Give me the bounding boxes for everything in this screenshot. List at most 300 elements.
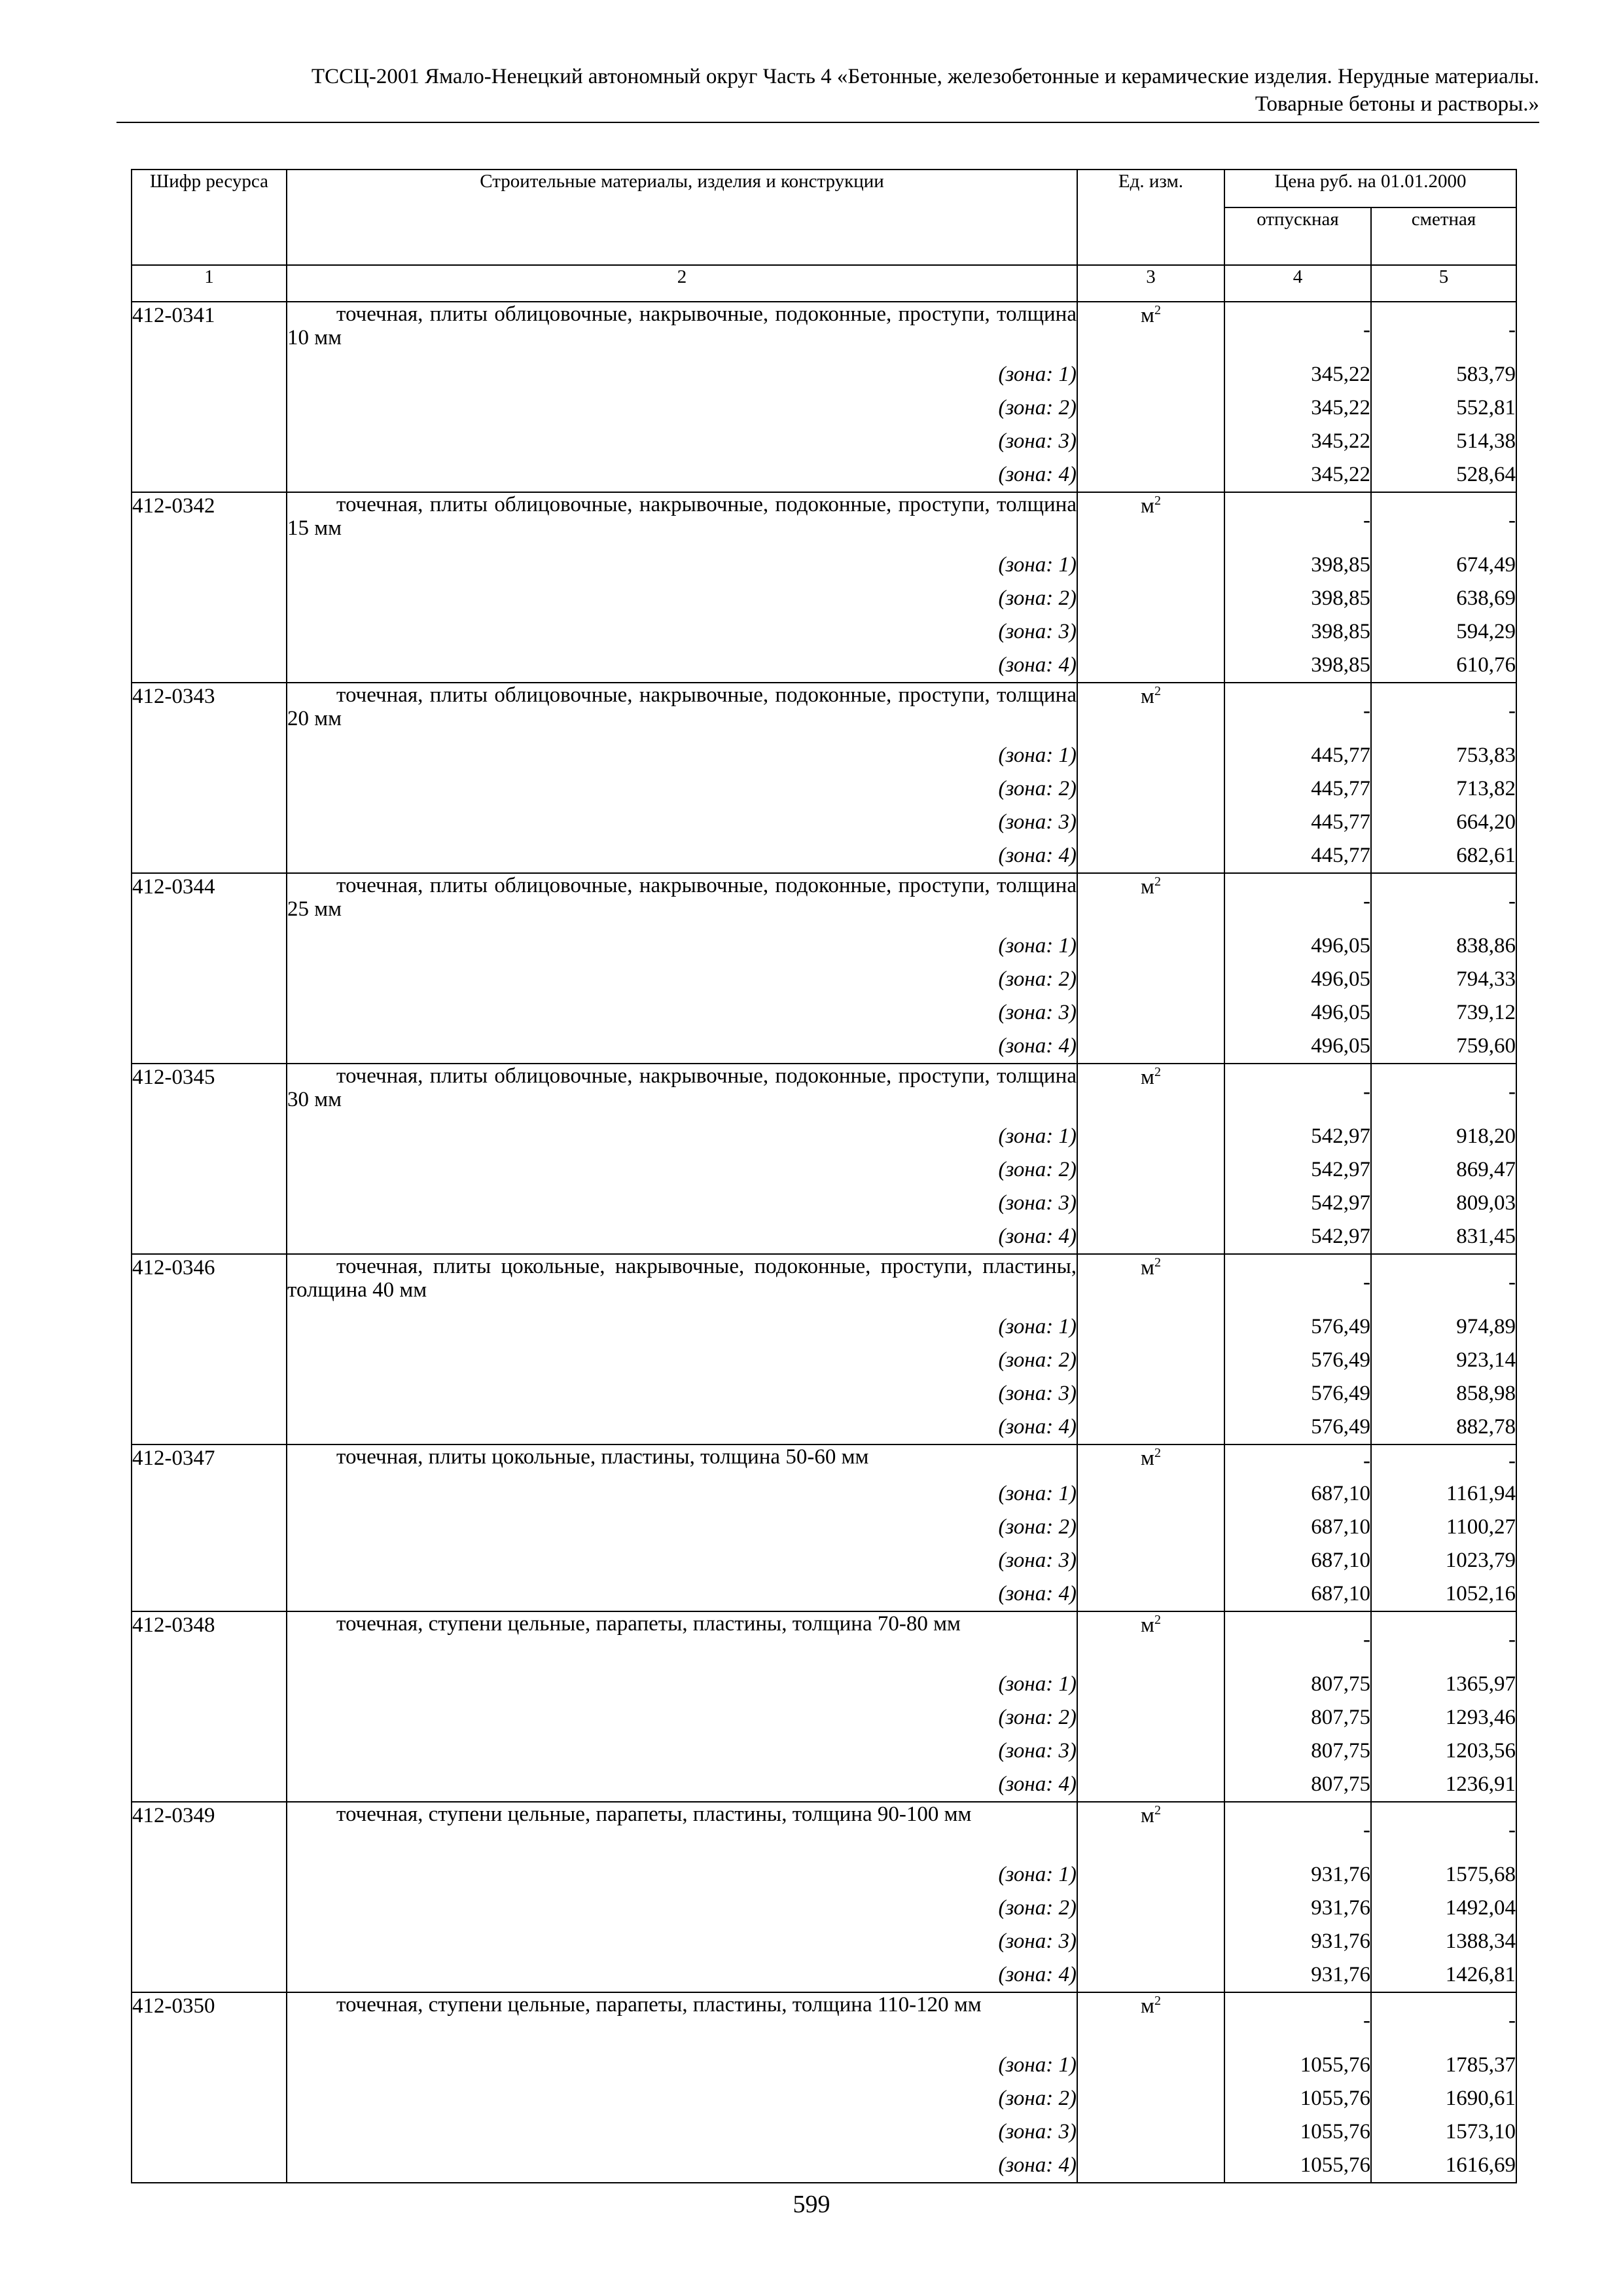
unit-text: м <box>1141 494 1154 518</box>
unit-cell <box>1077 492 1224 549</box>
unit-empty <box>1077 963 1224 997</box>
unit-empty <box>1077 425 1224 459</box>
zone-release-price: 345,22 <box>1224 425 1371 459</box>
col-number-1: 1 <box>132 265 287 302</box>
zone-estimate-price: 1785,37 <box>1371 2049 1516 2083</box>
code-empty <box>132 773 287 806</box>
zone-estimate-price: 753,83 <box>1371 740 1516 773</box>
header-rule <box>116 122 1539 123</box>
unit-text: м <box>1141 1256 1154 1280</box>
zone-label: (зона: 1) <box>287 359 1077 392</box>
zone-row <box>132 997 1516 1030</box>
zone-row <box>132 2083 1516 2116</box>
zone-row <box>132 359 1516 392</box>
zone-estimate-price: 869,47 <box>1371 1154 1516 1187</box>
zone-label: (зона: 4) <box>287 459 1077 492</box>
base-estimate-price: - <box>1371 1611 1516 1668</box>
unit-empty <box>1077 1668 1224 1702</box>
unit-empty <box>1077 1926 1224 1959</box>
zone-row <box>132 1030 1516 1064</box>
zone-estimate-price: 858,98 <box>1371 1378 1516 1411</box>
zone-label: (зона: 3) <box>287 425 1077 459</box>
zone-label: (зона: 3) <box>287 2116 1077 2149</box>
code-empty <box>132 2116 287 2149</box>
zone-estimate-price: 514,38 <box>1371 425 1516 459</box>
unit-superscript: 2 <box>1154 1065 1161 1079</box>
unit-empty <box>1077 392 1224 425</box>
zone-row <box>132 459 1516 492</box>
zone-estimate-price: 838,86 <box>1371 930 1516 963</box>
resource-code: 412-0341 <box>132 302 287 359</box>
base-estimate-price: - <box>1371 873 1516 930</box>
zone-row <box>132 840 1516 873</box>
unit-empty <box>1077 1959 1224 1992</box>
zone-row <box>132 963 1516 997</box>
zone-estimate-price: 1616,69 <box>1371 2149 1516 2183</box>
resource-code: 412-0343 <box>132 683 287 740</box>
zone-label: (зона: 4) <box>287 2149 1077 2183</box>
base-estimate-price: - <box>1371 1064 1516 1121</box>
resource-code: 412-0344 <box>132 873 287 930</box>
code-empty <box>132 1030 287 1064</box>
zone-estimate-price: 552,81 <box>1371 392 1516 425</box>
code-empty <box>132 549 287 583</box>
unit-superscript: 2 <box>1154 303 1161 317</box>
zone-release-price: 931,76 <box>1224 1926 1371 1959</box>
zone-label: (зона: 2) <box>287 1892 1077 1926</box>
code-empty <box>132 997 287 1030</box>
code-empty <box>132 1311 287 1344</box>
zone-release-price: 931,76 <box>1224 1959 1371 1992</box>
zone-row <box>132 1478 1516 1511</box>
zone-estimate-price: 638,69 <box>1371 583 1516 616</box>
table-row <box>132 1444 1516 1478</box>
base-release-price: - <box>1224 1611 1371 1668</box>
material-name: точечная, ступени цельные, парапеты, пластины, толщина 90-100 мм <box>287 1802 1077 1859</box>
unit-superscript: 2 <box>1154 1446 1161 1460</box>
zone-label: (зона: 3) <box>287 997 1077 1030</box>
zone-estimate-price: 594,29 <box>1371 616 1516 649</box>
base-estimate-price: - <box>1371 1992 1516 2049</box>
zone-estimate-price: 664,20 <box>1371 806 1516 840</box>
unit-empty <box>1077 1154 1224 1187</box>
resource-code: 412-0347 <box>132 1444 287 1478</box>
zone-row <box>132 1892 1516 1926</box>
zone-label: (зона: 4) <box>287 1768 1077 1802</box>
unit-empty <box>1077 930 1224 963</box>
zone-estimate-price: 1203,56 <box>1371 1735 1516 1768</box>
zone-release-price: 445,77 <box>1224 806 1371 840</box>
unit-text: м <box>1141 1446 1154 1470</box>
zone-row <box>132 1735 1516 1768</box>
col-number-2: 2 <box>287 265 1077 302</box>
zone-row <box>132 1311 1516 1344</box>
material-name: точечная, плиты облицовочные, накрывочные, подоконные, проступи, толщина 20 мм <box>287 683 1077 740</box>
header-unit: Ед. изм. <box>1077 170 1224 265</box>
resource-code: 412-0342 <box>132 492 287 549</box>
code-empty <box>132 740 287 773</box>
base-release-price: - <box>1224 302 1371 359</box>
zone-label: (зона: 2) <box>287 773 1077 806</box>
zone-label: (зона: 1) <box>287 1121 1077 1154</box>
zone-release-price: 576,49 <box>1224 1344 1371 1378</box>
unit-empty <box>1077 649 1224 683</box>
zone-estimate-price: 739,12 <box>1371 997 1516 1030</box>
zone-label: (зона: 4) <box>287 1578 1077 1611</box>
code-empty <box>132 1511 287 1545</box>
zone-row <box>132 806 1516 840</box>
unit-cell <box>1077 1064 1224 1121</box>
unit-cell <box>1077 1992 1224 2049</box>
code-empty <box>132 1154 287 1187</box>
unit-cell <box>1077 302 1224 359</box>
unit-text: м <box>1141 304 1154 327</box>
zone-row <box>132 583 1516 616</box>
zone-estimate-price: 759,60 <box>1371 1030 1516 1064</box>
zone-release-price: 345,22 <box>1224 459 1371 492</box>
unit-empty <box>1077 583 1224 616</box>
unit-cell <box>1077 1611 1224 1668</box>
code-empty <box>132 806 287 840</box>
zone-release-price: 931,76 <box>1224 1892 1371 1926</box>
zone-row <box>132 1511 1516 1545</box>
zone-label: (зона: 3) <box>287 1735 1077 1768</box>
zone-release-price: 496,05 <box>1224 1030 1371 1064</box>
unit-empty <box>1077 616 1224 649</box>
table-row <box>132 1064 1516 1121</box>
zone-label: (зона: 2) <box>287 1344 1077 1378</box>
code-empty <box>132 1545 287 1578</box>
unit-text: м <box>1141 1804 1154 1827</box>
zone-row <box>132 2116 1516 2149</box>
unit-empty <box>1077 1768 1224 1802</box>
unit-empty <box>1077 1892 1224 1926</box>
unit-text: м <box>1141 1613 1154 1637</box>
zone-release-price: 931,76 <box>1224 1859 1371 1892</box>
unit-empty <box>1077 549 1224 583</box>
zone-label: (зона: 4) <box>287 649 1077 683</box>
unit-empty <box>1077 1121 1224 1154</box>
code-empty <box>132 1478 287 1511</box>
zone-release-price: 496,05 <box>1224 930 1371 963</box>
zone-row <box>132 773 1516 806</box>
zone-release-price: 542,97 <box>1224 1187 1371 1221</box>
code-empty <box>132 1926 287 1959</box>
zone-label: (зона: 1) <box>287 1859 1077 1892</box>
zone-row <box>132 930 1516 963</box>
zone-label: (зона: 1) <box>287 1311 1077 1344</box>
base-release-price: - <box>1224 492 1371 549</box>
code-empty <box>132 1411 287 1444</box>
page-number: 599 <box>793 2191 830 2218</box>
header-estimate-price: сметная <box>1371 207 1516 265</box>
zone-label: (зона: 4) <box>287 1959 1077 1992</box>
code-empty <box>132 583 287 616</box>
zone-label: (зона: 2) <box>287 2083 1077 2116</box>
base-release-price: - <box>1224 1802 1371 1859</box>
zone-row <box>132 1959 1516 1992</box>
resource-code: 412-0346 <box>132 1254 287 1311</box>
base-estimate-price: - <box>1371 1444 1516 1478</box>
zone-estimate-price: 831,45 <box>1371 1221 1516 1254</box>
unit-empty <box>1077 1478 1224 1511</box>
unit-empty <box>1077 740 1224 773</box>
table-body <box>132 302 1516 2183</box>
code-empty <box>132 930 287 963</box>
unit-superscript: 2 <box>1154 1255 1161 1270</box>
unit-superscript: 2 <box>1154 684 1161 698</box>
zone-row <box>132 1578 1516 1611</box>
col-number-3: 3 <box>1077 265 1224 302</box>
zone-release-price: 807,75 <box>1224 1668 1371 1702</box>
unit-empty <box>1077 806 1224 840</box>
zone-release-price: 687,10 <box>1224 1578 1371 1611</box>
zone-label: (зона: 2) <box>287 1154 1077 1187</box>
code-empty <box>132 1344 287 1378</box>
resource-code: 412-0350 <box>132 1992 287 2049</box>
unit-superscript: 2 <box>1154 874 1161 889</box>
zone-label: (зона: 4) <box>287 840 1077 873</box>
zone-release-price: 398,85 <box>1224 583 1371 616</box>
zone-row <box>132 1768 1516 1802</box>
zone-row <box>132 1187 1516 1221</box>
zone-release-price: 687,10 <box>1224 1511 1371 1545</box>
code-empty <box>132 459 287 492</box>
zone-release-price: 345,22 <box>1224 359 1371 392</box>
unit-empty <box>1077 1702 1224 1735</box>
zone-label: (зона: 4) <box>287 1221 1077 1254</box>
unit-cell <box>1077 1802 1224 1859</box>
zone-release-price: 398,85 <box>1224 549 1371 583</box>
unit-cell <box>1077 1254 1224 1311</box>
code-empty <box>132 1121 287 1154</box>
base-estimate-price: - <box>1371 683 1516 740</box>
zone-row <box>132 1344 1516 1378</box>
zone-estimate-price: 610,76 <box>1371 649 1516 683</box>
zone-estimate-price: 1052,16 <box>1371 1578 1516 1611</box>
code-empty <box>132 1768 287 1802</box>
zone-release-price: 398,85 <box>1224 649 1371 683</box>
base-release-price: - <box>1224 1064 1371 1121</box>
code-empty <box>132 2149 287 2183</box>
unit-empty <box>1077 773 1224 806</box>
unit-empty <box>1077 1030 1224 1064</box>
zone-estimate-price: 1573,10 <box>1371 2116 1516 2149</box>
zone-label: (зона: 1) <box>287 930 1077 963</box>
zone-label: (зона: 4) <box>287 1030 1077 1064</box>
header-line-1: ТССЦ-2001 Ямало-Ненецкий автономный округ Часть 4 «Бетонные, железобетонные и керамические изделия. Нерудные материалы. <box>311 65 1539 88</box>
base-release-price: - <box>1224 1254 1371 1311</box>
zone-estimate-price: 1293,46 <box>1371 1702 1516 1735</box>
zone-estimate-price: 1492,04 <box>1371 1892 1516 1926</box>
code-empty <box>132 1378 287 1411</box>
table-row <box>132 683 1516 740</box>
unit-empty <box>1077 1411 1224 1444</box>
table-row <box>132 1254 1516 1311</box>
zone-label: (зона: 1) <box>287 1478 1077 1511</box>
zone-estimate-price: 794,33 <box>1371 963 1516 997</box>
zone-estimate-price: 674,49 <box>1371 549 1516 583</box>
zone-release-price: 1055,76 <box>1224 2049 1371 2083</box>
zone-estimate-price: 923,14 <box>1371 1344 1516 1378</box>
code-empty <box>132 1187 287 1221</box>
zone-estimate-price: 1388,34 <box>1371 1926 1516 1959</box>
zone-release-price: 542,97 <box>1224 1154 1371 1187</box>
unit-empty <box>1077 459 1224 492</box>
zone-release-price: 345,22 <box>1224 392 1371 425</box>
zone-estimate-price: 528,64 <box>1371 459 1516 492</box>
code-empty <box>132 359 287 392</box>
zone-estimate-price: 1161,94 <box>1371 1478 1516 1511</box>
zone-estimate-price: 882,78 <box>1371 1411 1516 1444</box>
material-name: точечная, ступени цельные, парапеты, пластины, толщина 70-80 мм <box>287 1611 1077 1668</box>
code-empty <box>132 1578 287 1611</box>
zone-row <box>132 392 1516 425</box>
zone-row <box>132 1154 1516 1187</box>
unit-empty <box>1077 1187 1224 1221</box>
unit-empty <box>1077 2083 1224 2116</box>
unit-text: м <box>1141 875 1154 899</box>
zone-estimate-price: 1575,68 <box>1371 1859 1516 1892</box>
header-price-group: Цена руб. на 01.01.2000 <box>1224 170 1516 207</box>
zone-label: (зона: 3) <box>287 616 1077 649</box>
table-row <box>132 1611 1516 1668</box>
zone-row <box>132 1221 1516 1254</box>
material-name: точечная, плиты цокольные, пластины, толщина 50-60 мм <box>287 1444 1077 1478</box>
zone-row <box>132 649 1516 683</box>
zone-label: (зона: 2) <box>287 963 1077 997</box>
unit-text: м <box>1141 1994 1154 2018</box>
code-empty <box>132 392 287 425</box>
zone-row <box>132 740 1516 773</box>
zone-estimate-price: 974,89 <box>1371 1311 1516 1344</box>
zone-release-price: 1055,76 <box>1224 2149 1371 2183</box>
unit-empty <box>1077 2149 1224 2183</box>
zone-estimate-price: 713,82 <box>1371 773 1516 806</box>
zone-row <box>132 616 1516 649</box>
zone-release-price: 576,49 <box>1224 1411 1371 1444</box>
resource-code: 412-0349 <box>132 1802 287 1859</box>
header-release-price: отпускная <box>1224 207 1371 265</box>
base-release-price: - <box>1224 1444 1371 1478</box>
unit-cell <box>1077 683 1224 740</box>
zone-row <box>132 549 1516 583</box>
zone-estimate-price: 1365,97 <box>1371 1668 1516 1702</box>
zone-estimate-price: 918,20 <box>1371 1121 1516 1154</box>
code-empty <box>132 425 287 459</box>
unit-superscript: 2 <box>1154 1803 1161 1818</box>
material-name: точечная, плиты облицовочные, накрывочные, подоконные, проступи, толщина 10 мм <box>287 302 1077 359</box>
base-release-price: - <box>1224 683 1371 740</box>
unit-text: м <box>1141 685 1154 708</box>
zone-row <box>132 1411 1516 1444</box>
zone-estimate-price: 682,61 <box>1371 840 1516 873</box>
unit-empty <box>1077 2116 1224 2149</box>
zone-row <box>132 1545 1516 1578</box>
base-estimate-price: - <box>1371 1254 1516 1311</box>
table-row <box>132 1992 1516 2049</box>
code-empty <box>132 1859 287 1892</box>
zone-release-price: 445,77 <box>1224 773 1371 806</box>
code-empty <box>132 963 287 997</box>
table-row <box>132 492 1516 549</box>
unit-superscript: 2 <box>1154 493 1161 508</box>
unit-superscript: 2 <box>1154 1994 1161 2008</box>
resource-code: 412-0345 <box>132 1064 287 1121</box>
zone-estimate-price: 1236,91 <box>1371 1768 1516 1802</box>
col-number-4: 4 <box>1224 265 1371 302</box>
unit-empty <box>1077 1378 1224 1411</box>
material-name: точечная, плиты облицовочные, накрывочные, подоконные, проступи, толщина 15 мм <box>287 492 1077 549</box>
unit-empty <box>1077 2049 1224 2083</box>
zone-label: (зона: 3) <box>287 1545 1077 1578</box>
zone-release-price: 807,75 <box>1224 1768 1371 1802</box>
material-name: точечная, плиты цокольные, накрывочные, подоконные, проступи, пластины, толщина 40 мм <box>287 1254 1077 1311</box>
base-release-price: - <box>1224 873 1371 930</box>
zone-label: (зона: 1) <box>287 2049 1077 2083</box>
code-empty <box>132 1735 287 1768</box>
unit-cell <box>1077 873 1224 930</box>
resource-code: 412-0348 <box>132 1611 287 1668</box>
zone-row <box>132 1702 1516 1735</box>
unit-empty <box>1077 1344 1224 1378</box>
zone-release-price: 576,49 <box>1224 1378 1371 1411</box>
zone-release-price: 445,77 <box>1224 740 1371 773</box>
zone-estimate-price: 583,79 <box>1371 359 1516 392</box>
base-estimate-price: - <box>1371 492 1516 549</box>
zone-label: (зона: 1) <box>287 1668 1077 1702</box>
zone-estimate-price: 1100,27 <box>1371 1511 1516 1545</box>
zone-row <box>132 2149 1516 2183</box>
base-estimate-price: - <box>1371 302 1516 359</box>
zone-label: (зона: 3) <box>287 1187 1077 1221</box>
zone-release-price: 687,10 <box>1224 1478 1371 1511</box>
zone-release-price: 496,05 <box>1224 997 1371 1030</box>
unit-empty <box>1077 1511 1224 1545</box>
zone-label: (зона: 4) <box>287 1411 1077 1444</box>
zone-estimate-price: 1690,61 <box>1371 2083 1516 2116</box>
zone-release-price: 687,10 <box>1224 1545 1371 1578</box>
zone-row <box>132 1926 1516 1959</box>
zone-estimate-price: 809,03 <box>1371 1187 1516 1221</box>
document-header <box>116 63 1539 118</box>
header-code: Шифр ресурса <box>132 170 287 265</box>
zone-row <box>132 1668 1516 1702</box>
code-empty <box>132 840 287 873</box>
zone-estimate-price: 1426,81 <box>1371 1959 1516 1992</box>
zone-release-price: 807,75 <box>1224 1702 1371 1735</box>
zone-release-price: 542,97 <box>1224 1221 1371 1254</box>
material-name: точечная, плиты облицовочные, накрывочные, подоконные, проступи, толщина 30 мм <box>287 1064 1077 1121</box>
code-empty <box>132 2083 287 2116</box>
code-empty <box>132 1702 287 1735</box>
zone-label: (зона: 2) <box>287 583 1077 616</box>
zone-row <box>132 2049 1516 2083</box>
zone-label: (зона: 2) <box>287 1702 1077 1735</box>
code-empty <box>132 616 287 649</box>
zone-label: (зона: 3) <box>287 1926 1077 1959</box>
code-empty <box>132 2049 287 2083</box>
zone-label: (зона: 1) <box>287 740 1077 773</box>
zone-label: (зона: 3) <box>287 806 1077 840</box>
unit-empty <box>1077 840 1224 873</box>
base-estimate-price: - <box>1371 1802 1516 1859</box>
col-number-5: 5 <box>1371 265 1516 302</box>
zone-estimate-price: 1023,79 <box>1371 1545 1516 1578</box>
price-table <box>131 169 1517 2183</box>
zone-release-price: 496,05 <box>1224 963 1371 997</box>
zone-row <box>132 1859 1516 1892</box>
